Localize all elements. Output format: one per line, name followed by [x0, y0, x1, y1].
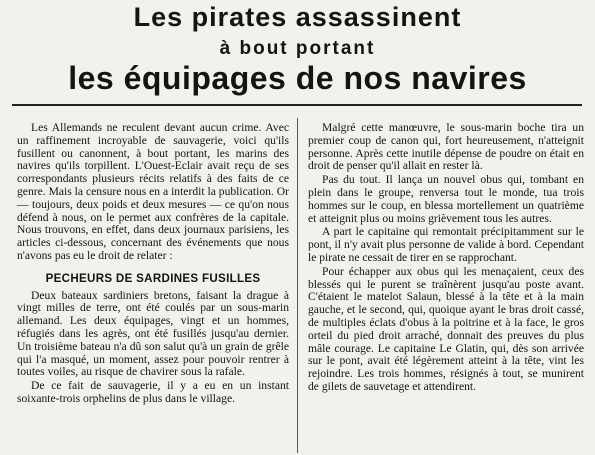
headline-line-3: les équipages de nos navires	[68, 60, 527, 96]
left-paragraph: De ce fait de sauvagerie, il y a eu en un instant soixante-trois orphelins de plus dans le village.	[17, 379, 289, 405]
headline-rule	[12, 104, 582, 106]
right-column	[308, 122, 584, 394]
headline-line-2: à bout portant	[219, 38, 376, 59]
intro-paragraph: Les Allemands ne reculent devant aucun crime. Avec un raffinement incroyable de sauvagerie, voici qu'ils fusillent ou canonnent, à bout portant, les marins des navires qu'ils torpillent. L'Ouest-Eclair avait reçu de ses correspondants plusieurs récits relatifs à des faits de ce genre. Mais la censure nous en a interdit la publication. Or — toujours, deux poids et deux mesures — ce qu'on nous défend à nous, on le permet aux confrères de la capitale. Nous trouvons, en effet, dans deux journaux parisiens, les articles ci-dessous, concernant des événements que nous n'avons pas eu le droit de relater :	[17, 121, 289, 262]
right-paragraph: A part le capitaine qui remontait précipitamment sur le pont, il n'y avait plus personne de valide à bord. Cependant le pirate ne cessait de tirer en se rapprochant.	[308, 225, 584, 264]
left-paragraph: Deux bateaux sardiniers bretons, faisant la drague à vingt milles de terre, ont été coulés par un sous-marin allemand. Les deux équipages, vingt et un hommes, réfugiés dans les agrès, ont été fusillés jusqu'au dernier. Un troisième bateau n'a dû son salut qu'à un grain de grêle qui l'a masqué, un moment, assez pour pouvoir rentrer à toutes voiles, au risque de chavirer sous la rafale.	[17, 288, 289, 379]
column-divider	[297, 118, 298, 453]
right-paragraph: Pour échapper aux obus qui les menaçaient, ceux des blessés qui le purent se traînèrent jusqu'au poste avant. C'étaient le matelot Salaun, blessé à la tête et à la main gauche, et le second, qui, quoique ayant le bras droit cassé, de multiples éclats d'obus à la poitrine et à la face, le gros orteil du pied droit arraché, donnait des preuves du plus mâle courage. Le capitaine Le Glatin, qui, dès son arrivée sur le pont, avait été légèrement atteint à la tête, vint les rejoindre. Les trois hommes, résignés à tout, se munirent de gilets de sauvetage et attendirent.	[308, 264, 584, 393]
left-column	[17, 122, 289, 406]
right-paragraph: Malgré cette manœuvre, le sous-marin boche tira un premier coup de canon qui, fort heureusement, n'atteignit personne. Après cette inutile dépense de poudre on était en droit de penser qu'il allait en rester là.	[308, 121, 584, 173]
headline-line-1: Les pirates assassinent	[133, 2, 462, 32]
right-paragraph: Pas du tout. Il lança un nouvel obus qui, tombant en plein dans le groupe, renversa tout le monde, tua trois hommes sur le coup, en blessa mortellement un quatrième et atteignit plus ou moins grièvement tous les autres.	[308, 173, 584, 225]
section-subhead: PECHEURS DE SARDINES FUSILLES	[45, 271, 261, 285]
